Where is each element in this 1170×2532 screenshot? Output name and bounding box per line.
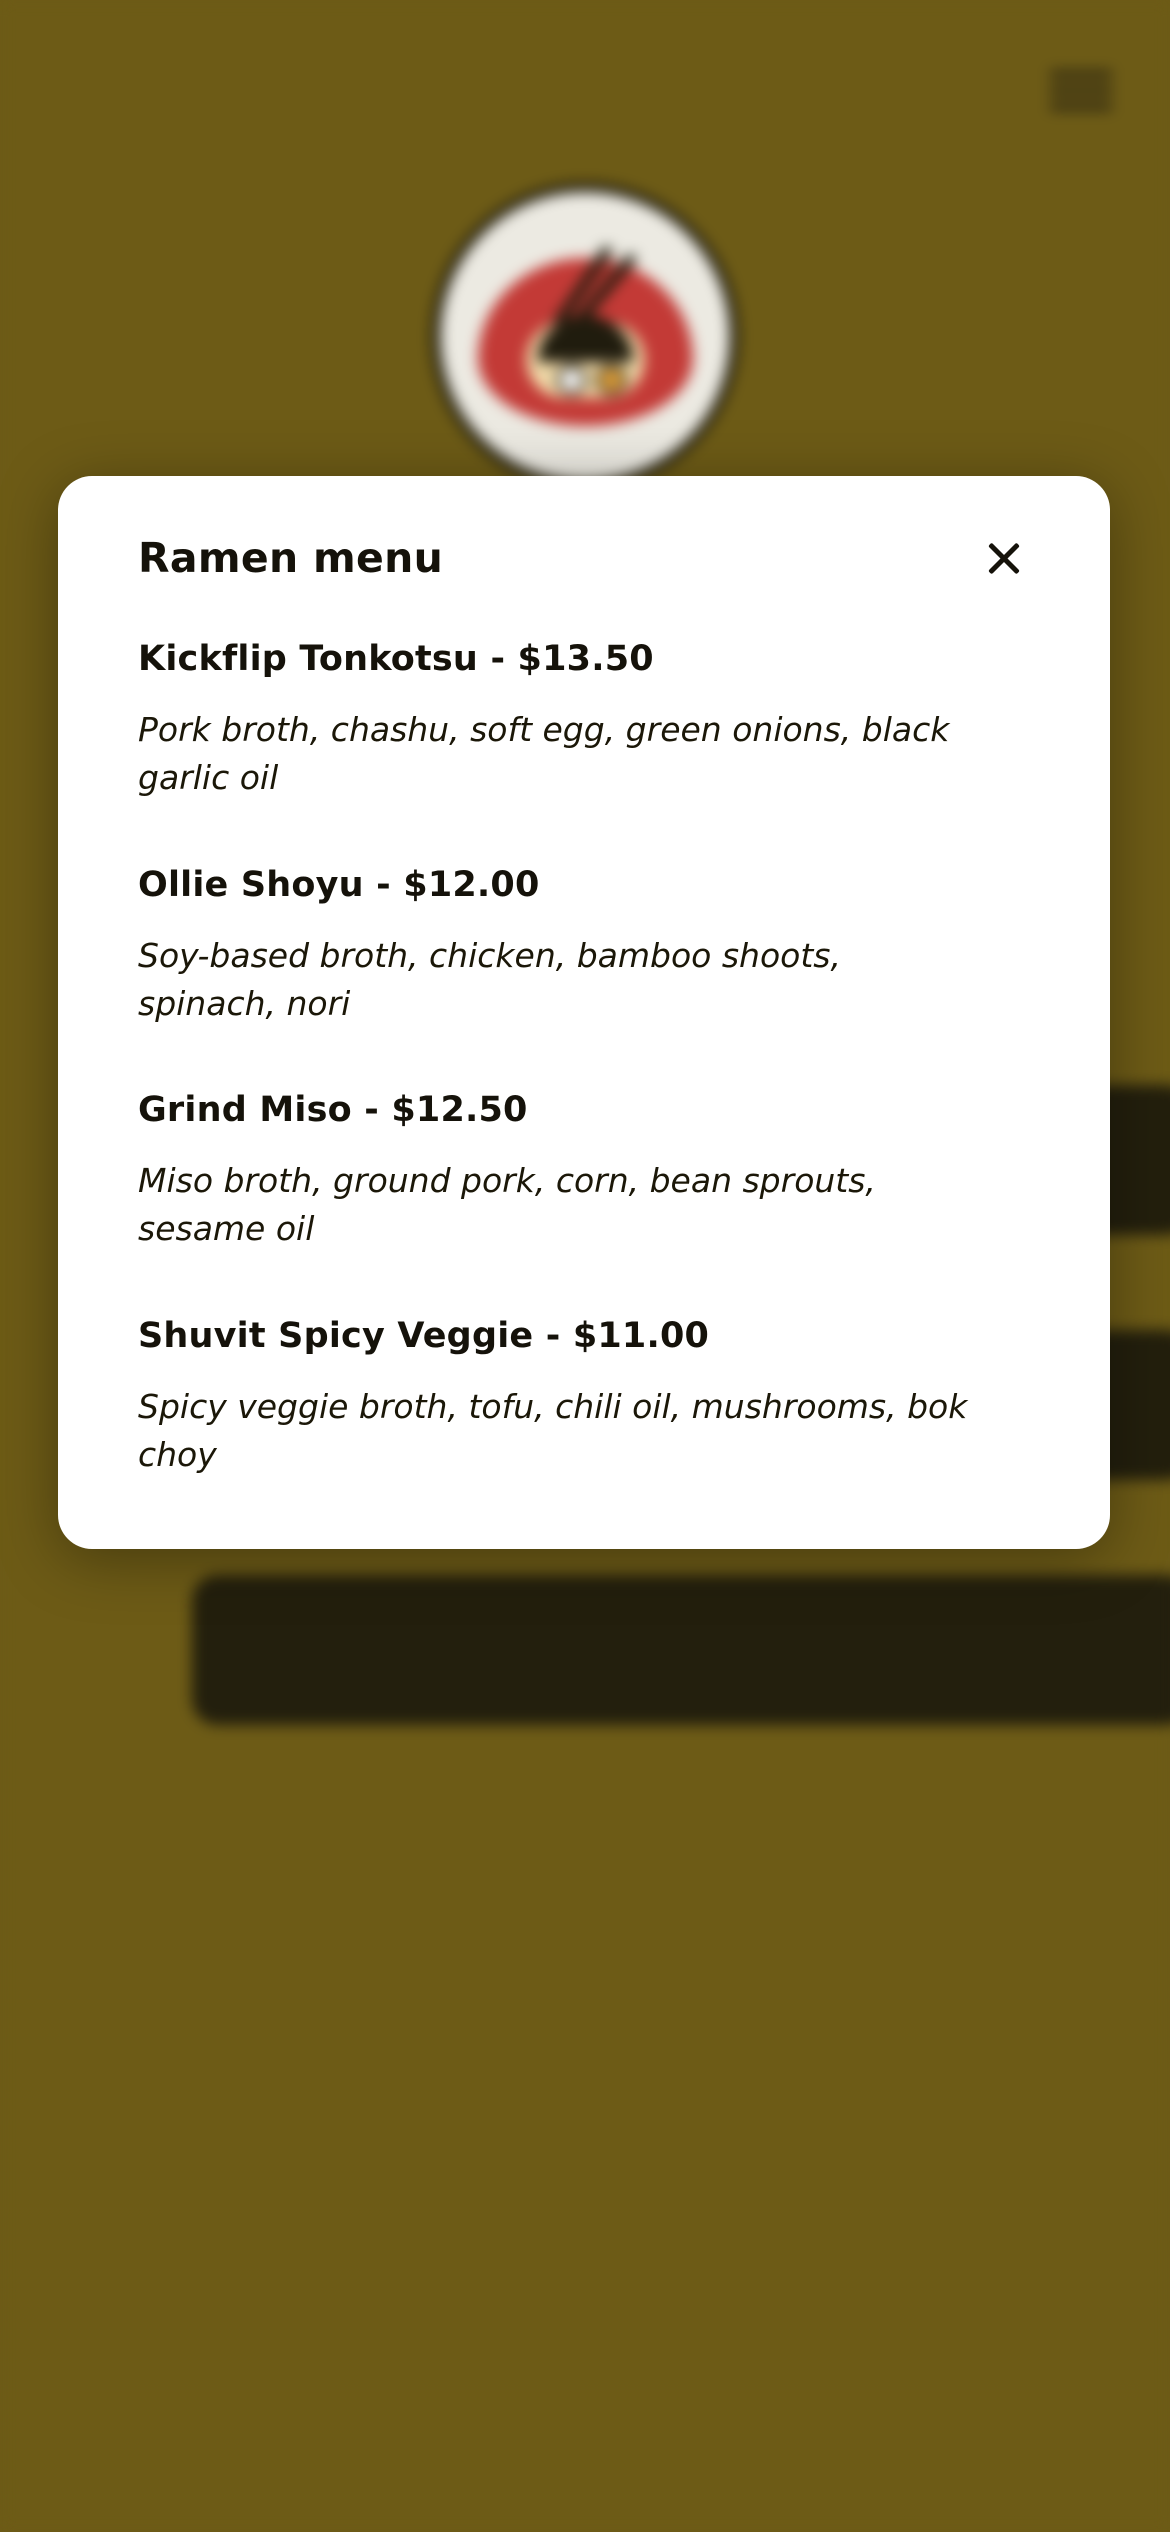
menu-item-name: Kickflip Tonkotsu - $13.50 — [138, 639, 654, 679]
modal-title: Ramen menu — [138, 534, 444, 582]
menu-item-description: Pork broth, chashu, soft egg, green onions, black garlic oil — [138, 710, 950, 797]
menu-item — [138, 1089, 1030, 1253]
menu-item-name: Grind Miso - $12.50 — [138, 1090, 528, 1131]
menu-item-description: Soy-based broth, chicken, bamboo shoots, spinach, nori — [138, 935, 841, 1023]
menu-item — [138, 864, 1030, 1028]
close-icon[interactable] — [978, 532, 1030, 584]
ramen-menu-modal — [58, 476, 1110, 1549]
menu-item-list — [138, 638, 1030, 1479]
menu-item-name: Ollie Shoyu - $12.00 — [138, 864, 540, 905]
menu-item-description: Miso broth, ground pork, corn, bean sprouts, sesame oil — [138, 1161, 876, 1249]
modal-header — [138, 536, 1030, 584]
menu-item — [138, 1315, 1030, 1479]
menu-item-description: Spicy veggie broth, tofu, chili oil, mushrooms, bok choy — [138, 1387, 968, 1474]
menu-item — [138, 638, 1030, 802]
menu-item-name: Shuvit Spicy Veggie - $11.00 — [138, 1316, 710, 1357]
